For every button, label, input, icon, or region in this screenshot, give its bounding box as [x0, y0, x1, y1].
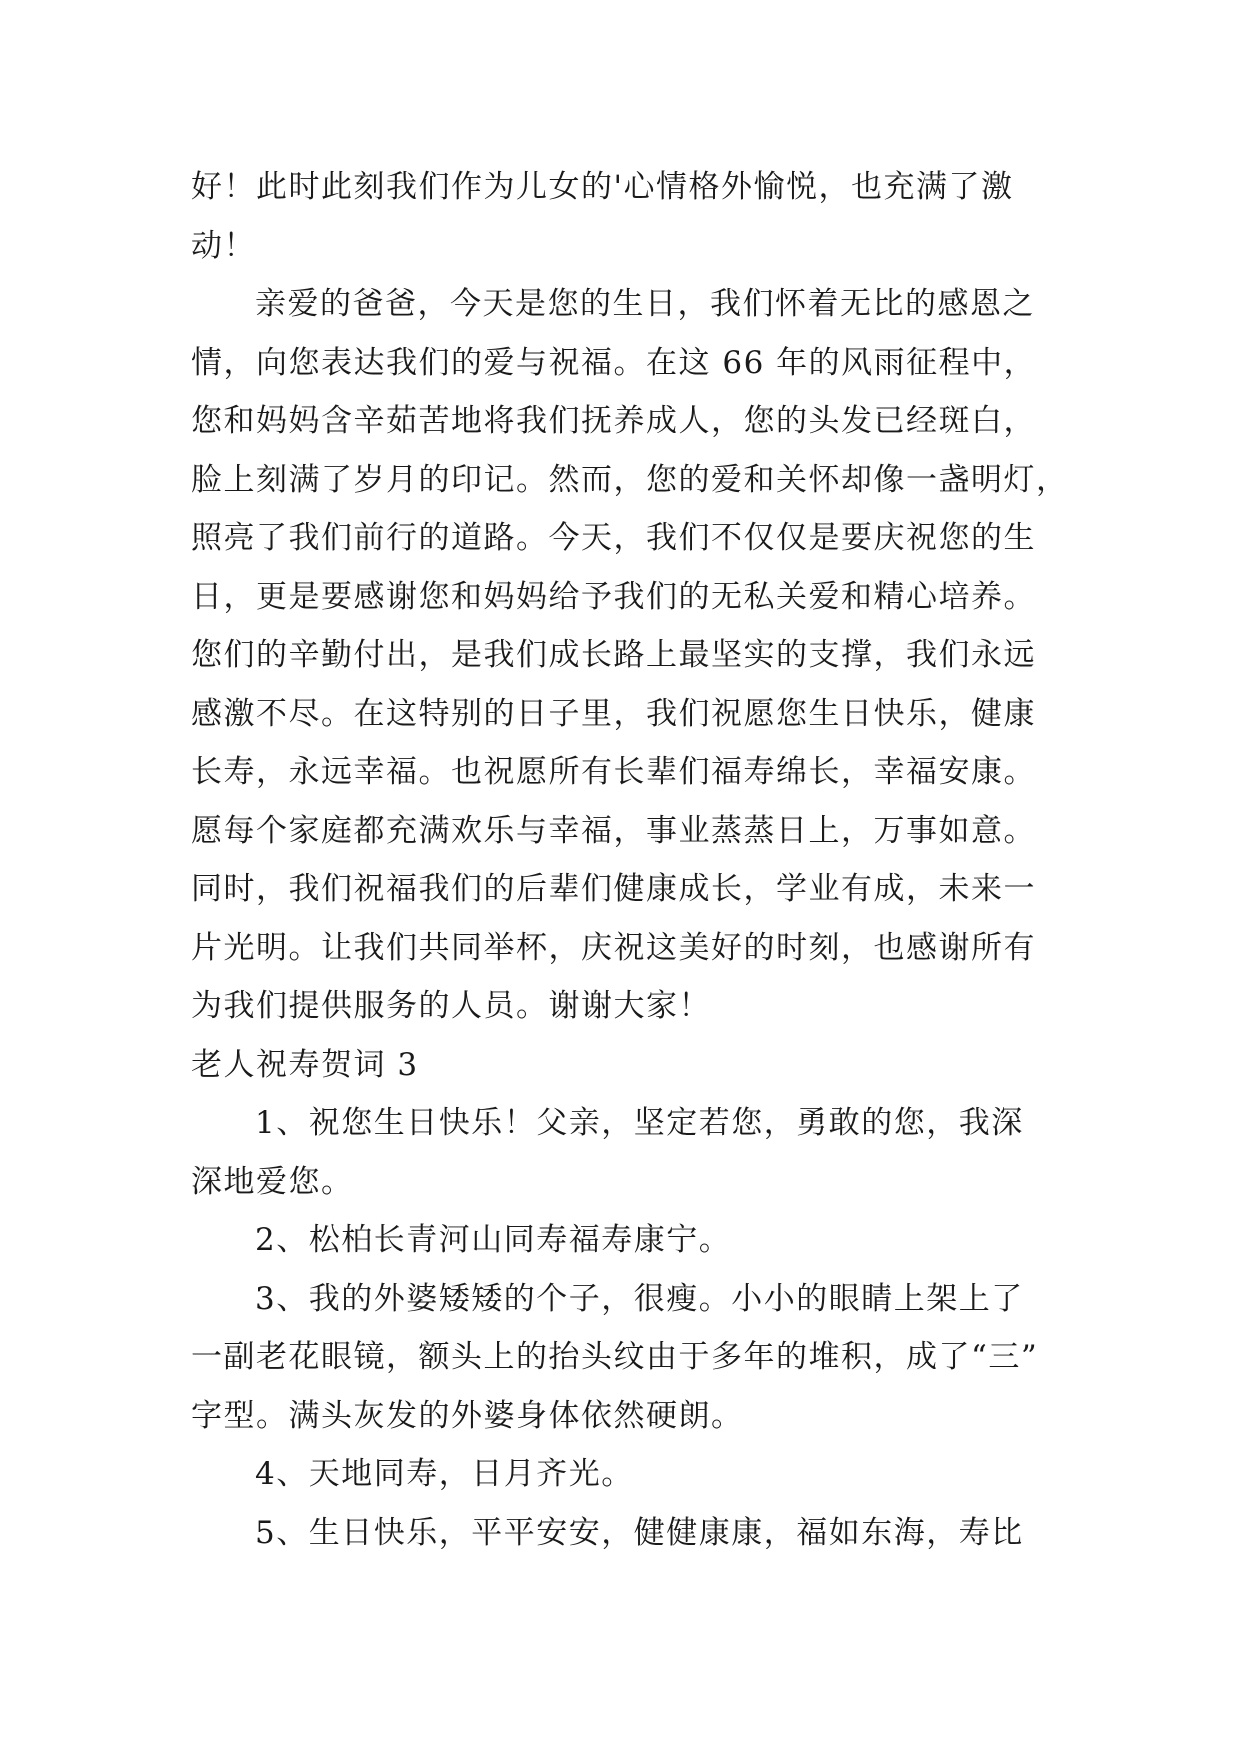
text-line: 您和妈妈含辛茹苦地将我们抚养成人，您的头发已经斑白， [191, 403, 1036, 439]
text-line: 愿每个家庭都充满欢乐与幸福，事业蒸蒸日上，万事如意。 [191, 812, 1036, 849]
text-line: 字型。满头灰发的外婆身体依然硬朗。 [191, 1397, 744, 1434]
text-line: 情，向您表达我们的爱与祝福。在这 66 年的风雨征程中， [191, 344, 1037, 381]
document-body [191, 158, 1069, 1562]
text-line: 好！此时此刻我们作为儿女的'心情格外愉悦，也充满了激 [191, 169, 1014, 205]
text-line: 亲爱的爸爸，今天是您的生日，我们怀着无比的感恩之 [255, 286, 1035, 322]
text-line: 日，更是要感谢您和妈妈给予我们的无私关爱和精心培养。 [191, 578, 1036, 615]
section-heading: 老人祝寿贺词 3 [191, 1046, 419, 1083]
text-line: 5、生日快乐，平平安安，健健康康，福如东海，寿比 [255, 1514, 1024, 1551]
text-line: 一副老花眼镜，额头上的抬头纹由于多年的堆积，成了“三” [191, 1339, 1039, 1375]
text-line: 为我们提供服务的人员。谢谢大家！ [191, 988, 711, 1024]
text-line: 动！ [191, 227, 256, 264]
text-line: 同时，我们祝福我们的后辈们健康成长，学业有成，未来一 [191, 871, 1036, 907]
text-line: 1、祝您生日快乐！父亲，坚定若您，勇敢的您，我深 [255, 1105, 1024, 1141]
text-line: 2、松柏长青河山同寿福寿康宁。 [255, 1222, 732, 1258]
text-line: 脸上刻满了岁月的印记。然而，您的爱和关怀却像一盏明灯， [191, 461, 1069, 498]
text-line: 感激不尽。在这特别的日子里，我们祝愿您生日快乐，健康 [191, 695, 1036, 732]
text-line: 3、我的外婆矮矮的个子，很瘦。小小的眼睛上架上了 [255, 1280, 1024, 1317]
text-line: 片光明。让我们共同举杯，庆祝这美好的时刻，也感谢所有 [191, 929, 1036, 966]
text-line: 照亮了我们前行的道路。今天，我们不仅仅是要庆祝您的生 [191, 520, 1036, 556]
text-line: 深地爱您。 [191, 1163, 354, 1200]
text-line: 4、天地同寿，日月齐光。 [255, 1456, 634, 1492]
text-line: 您们的辛勤付出，是我们成长路上最坚实的支撑，我们永远 [191, 637, 1036, 673]
text-line: 长寿，永远幸福。也祝愿所有长辈们福寿绵长，幸福安康。 [191, 754, 1036, 790]
